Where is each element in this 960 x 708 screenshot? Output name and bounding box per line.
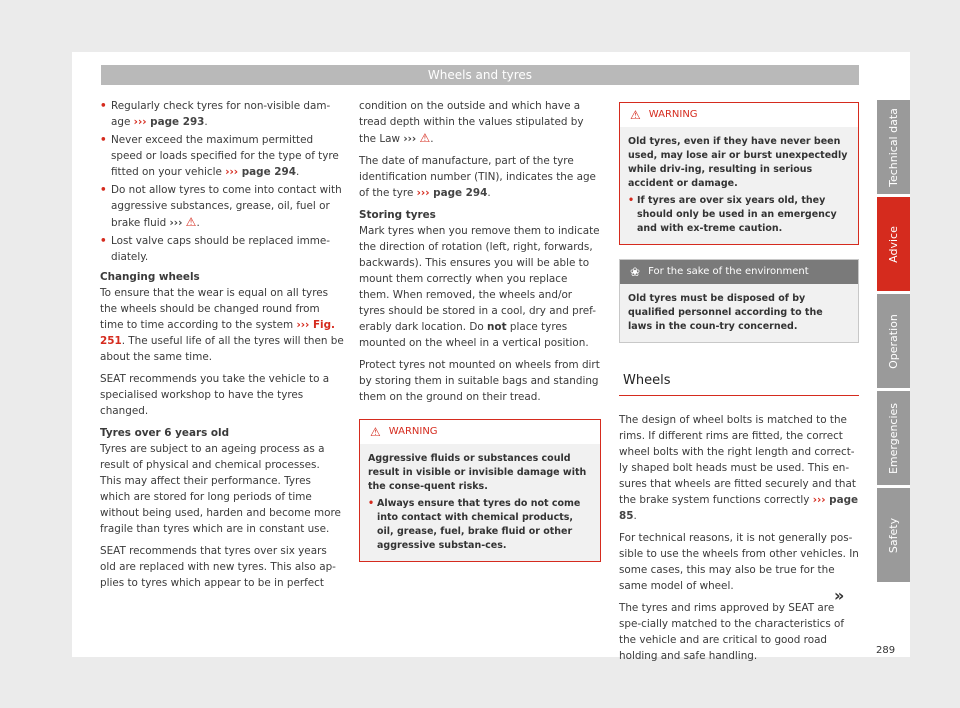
bullet-icon: • bbox=[100, 100, 107, 112]
page-header: Wheels and tyres bbox=[101, 65, 859, 85]
bullet-icon: • bbox=[100, 134, 107, 146]
warning-icon: ⚠ bbox=[370, 425, 381, 439]
paragraph: SEAT recommends that tyres over six years old are replaced with new tyres. This also ap-plies to tyres which appear to be in perfect bbox=[100, 545, 336, 589]
warning-title: WARNING bbox=[388, 426, 438, 437]
heading-changing-wheels: Changing wheels bbox=[100, 271, 200, 283]
paragraph: Protect tyres not mounted on wheels from dirt by storing them in suitable bags and standing them on the ground on their tread. bbox=[359, 359, 600, 403]
environment-box bbox=[619, 259, 859, 343]
paragraph: The date of manufacture, part of the tyre identification number (TIN), indicates the age of the tyre ››› page 294. bbox=[359, 155, 596, 199]
paragraph: Mark tyres when you remove them to indicate the direction of rotation (left, right, forwards, backwards). This ensures you will be able to mount them correctly when you replace them. When removed, the wheels and/or tyres should be stored in a cool, dry and pref-erably dark location. Do not place tyres mounted on the wheel in a vertical position. bbox=[359, 225, 600, 349]
chapter-tabs bbox=[877, 100, 910, 585]
section-title-wheels: Wheels bbox=[619, 373, 859, 396]
page-reference[interactable]: ››› page 294 bbox=[225, 166, 296, 178]
warning-reference[interactable]: ››› bbox=[403, 133, 417, 145]
continue-arrow-icon: » bbox=[834, 586, 845, 605]
tab-emergencies[interactable]: Emergencies bbox=[877, 391, 910, 485]
list-item: • Regularly check tyres for non-visible dam-age ››› page 293. bbox=[100, 100, 331, 128]
environment-header bbox=[620, 260, 858, 284]
paragraph: condition on the outside and which have a tread depth within the values stipulated by the Law ››› ⚠. bbox=[359, 100, 584, 145]
list-item: • Do not allow tyres to come into contact with aggressive substances, grease, oil, fuel or brake fluid ››› ⚠. bbox=[100, 184, 342, 229]
heading-storing-tyres: Storing tyres bbox=[359, 209, 436, 221]
leaf-icon: ❀ bbox=[630, 265, 641, 279]
list-item: • Always ensure that tyres do not come into contact with chemical products, oil, grease, fuel, brake fluid or other aggressive substan-ces. bbox=[368, 498, 581, 551]
figure-reference[interactable]: ››› Fig. 251 bbox=[100, 319, 335, 347]
list-item: • Never exceed the maximum permitted speed or loads specified for the type of tyre fitted on your vehicle ››› page 294. bbox=[100, 134, 339, 178]
tab-technical-data[interactable]: Technical data bbox=[877, 100, 910, 194]
warning-icon: ⚠ bbox=[630, 108, 641, 122]
bullet-icon: • bbox=[628, 195, 635, 206]
warning-body: Old tyres, even if they have never been used, may lose air or burst unexpectedly while driv-ing, resulting in serious accident or damage. • If tyres are over six years old, they should only be used in an emergency and with ex-treme caution. bbox=[620, 127, 858, 244]
paragraph: The tyres and rims approved by SEAT are spe-cially matched to the characteristics of the vehicle and are critical to good road holding and safe handling. bbox=[619, 602, 845, 662]
warning-body: Aggressive fluids or substances could result in visible or invisible damage with the conse-quent risks. • Always ensure that tyres do not come into contact with chemical products, oil, grease, fuel, brake fluid or other aggressive substan-ces. bbox=[360, 444, 600, 561]
warning-reference[interactable]: ››› bbox=[169, 217, 183, 229]
paragraph: Tyres are subject to an ageing process as a result of physical and chemical processes. This may affect their performance. Tyres which are stored for long periods of time without being used, harden and become more fragile than tyres which are in constant use. bbox=[100, 443, 341, 535]
page-number: 289 bbox=[876, 645, 896, 656]
list-item: • Lost valve caps should be replaced imme-diately. bbox=[100, 235, 330, 263]
paragraph: To ensure that the wear is equal on all tyres the wheels should be changed round from time to time according to the system ››› Fig. 251. The useful life of all the tyres will then be about the same time. bbox=[100, 287, 344, 363]
paragraph: For technical reasons, it is not generally pos-sible to use the wheels from other vehicles. In some cases, this may also be true for the same model of wheel. bbox=[619, 532, 859, 592]
heading-old-tyres: Tyres over 6 years old bbox=[100, 427, 230, 439]
environment-body: Old tyres must be disposed of by qualified personnel according to the laws in the coun-try concerned. bbox=[620, 284, 858, 342]
paragraph: The design of wheel bolts is matched to the rims. If different rims are fitted, the correct wheel bolts with the right length and correct-ly shaped bolt heads must be used. This en-sures that wheels are fitted securely and that the brake system functions correctly ››› page 85. bbox=[619, 414, 859, 522]
tab-advice[interactable]: Advice bbox=[877, 197, 910, 291]
column-1 bbox=[100, 98, 344, 597]
bullet-icon: • bbox=[368, 498, 375, 509]
page-reference[interactable]: ››› page 294 bbox=[416, 187, 488, 199]
column-3 bbox=[619, 98, 859, 670]
paragraph: SEAT recommends you take the vehicle to a specialised workshop to have the tyres changed. bbox=[100, 373, 330, 417]
warning-box bbox=[619, 102, 859, 245]
warning-icon: ⚠ bbox=[419, 131, 431, 145]
warning-header bbox=[620, 103, 858, 127]
warning-header bbox=[360, 420, 600, 444]
tab-operation[interactable]: Operation bbox=[877, 294, 910, 388]
page-reference[interactable]: ››› page 85 bbox=[619, 494, 859, 522]
warning-title: WARNING bbox=[648, 109, 698, 120]
warning-icon: ⚠ bbox=[185, 215, 197, 229]
bullet-icon: • bbox=[100, 235, 107, 247]
page-reference[interactable]: ››› page 293 bbox=[133, 116, 205, 128]
list-item: • If tyres are over six years old, they should only be used in an emergency and with ex-treme caution. bbox=[628, 195, 837, 234]
environment-title: For the sake of the environment bbox=[648, 266, 809, 277]
bullet-icon: • bbox=[100, 184, 107, 196]
tab-safety[interactable]: Safety bbox=[877, 488, 910, 582]
warning-box bbox=[359, 419, 601, 562]
column-2 bbox=[359, 98, 601, 574]
